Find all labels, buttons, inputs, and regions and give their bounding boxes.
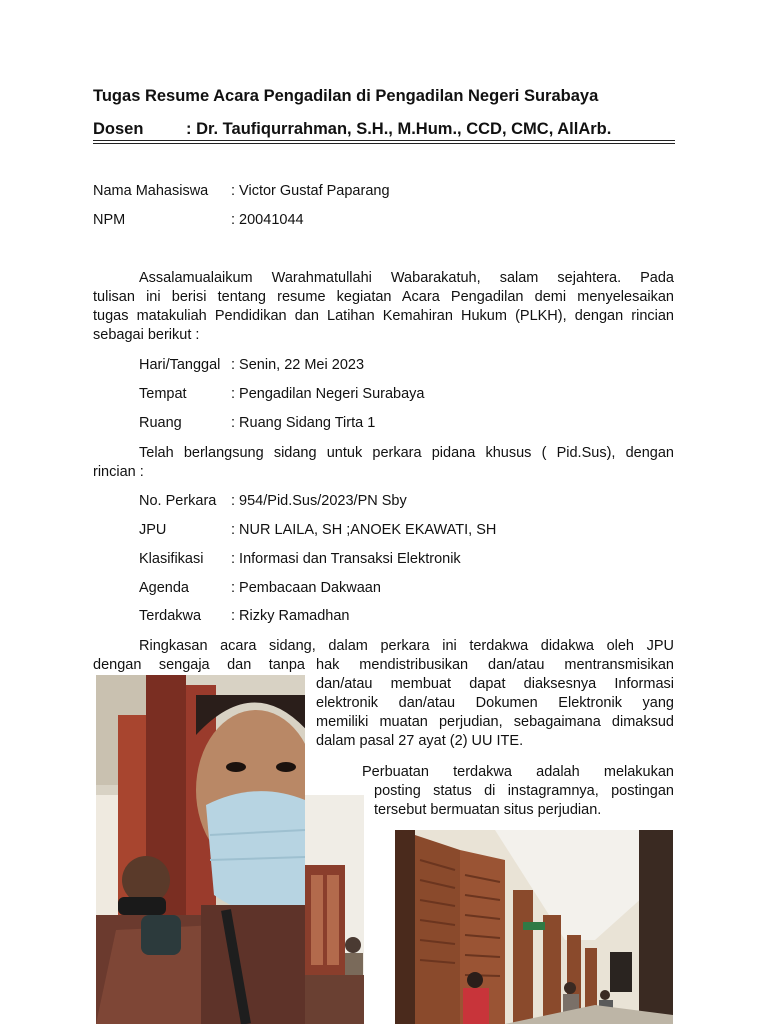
case-number-value: : 954/Pid.Sus/2023/PN Sby xyxy=(231,493,407,509)
header-rule-bottom xyxy=(93,143,675,144)
case-intro-line: rincian : xyxy=(93,464,144,480)
corridor-illustration xyxy=(395,830,673,1024)
defendant-value: : Rizky Ramadhan xyxy=(231,608,350,624)
summary-line: elektronik dan/atau Dokumen Elektronik yang xyxy=(316,695,674,711)
room-row xyxy=(139,415,639,435)
document-title: Tugas Resume Acara Pengadilan di Pengadilan Negeri Surabaya xyxy=(93,87,599,105)
summary-line: dan/atau membuat dapat diaksesnya Informasi xyxy=(316,676,674,692)
place-value: : Pengadilan Negeri Surabaya xyxy=(231,386,425,402)
lecturer-value: : Dr. Taufiqurrahman, S.H., M.Hum., CCD, CMC, AllArb. xyxy=(186,120,612,138)
case-intro-line: Telah berlangsung sidang untuk perkara pidana khusus ( Pid.Sus), dengan xyxy=(139,445,674,461)
place-row xyxy=(139,386,639,406)
header-rule-top xyxy=(93,140,675,141)
place-label: Tempat xyxy=(139,386,187,402)
summary-line: dalam pasal 27 ayat (2) UU ITE. xyxy=(316,733,524,749)
prosecutor-value: : NUR LAILA, SH ;ANOEK EKAWATI, SH xyxy=(231,522,497,538)
room-label: Ruang xyxy=(139,415,182,431)
agenda-value: : Pembacaan Dakwaan xyxy=(231,580,381,596)
student-npm-row xyxy=(93,212,593,232)
courthouse-corridor-photo xyxy=(395,830,673,1024)
intro-line: sebagai berikut : xyxy=(93,327,200,343)
intro-line: tugas matakuliah Pendidikan dan Latihan Kemahiran Hukum (PLKH), dengan rincian xyxy=(93,308,674,324)
selfie-photo xyxy=(96,675,305,1024)
selfie-photo-illustration xyxy=(96,675,305,1024)
student-name-value: : Victor Gustaf Paparang xyxy=(231,183,390,199)
student-name-label: Nama Mahasiswa xyxy=(93,183,209,199)
defendant-label: Terdakwa xyxy=(139,608,202,624)
student-name-row xyxy=(93,183,593,203)
date-label: Hari/Tanggal xyxy=(139,357,221,373)
defendant-row xyxy=(139,608,639,628)
act-line: posting status di instagramnya, postingan xyxy=(374,783,674,799)
lecturer-line xyxy=(93,120,611,139)
act-block xyxy=(374,782,674,820)
act-line: tersebut bermuatan situs perjudian. xyxy=(374,802,602,818)
summary-line: memiliki muatan perjudian, sebagaimana dimaksud xyxy=(316,714,674,730)
date-row xyxy=(139,357,639,377)
classification-value: : Informasi dan Transaksi Elektronik xyxy=(231,551,461,567)
summary-line: dengan sengaja dan tanpa xyxy=(93,657,305,673)
case-number-label: No. Perkara xyxy=(139,493,217,509)
agenda-label: Agenda xyxy=(139,580,189,596)
prosecutor-label: JPU xyxy=(139,522,167,538)
room-value: : Ruang Sidang Tirta 1 xyxy=(231,415,376,431)
act-line: Perbuatan terdakwa adalah melakukan xyxy=(362,764,674,780)
courtroom-strip-illustration xyxy=(305,795,364,1024)
case-intro-paragraph xyxy=(93,444,674,482)
summary-wrap-block xyxy=(316,656,674,751)
case-number-row xyxy=(139,493,639,513)
summary-line: Ringkasan acara sidang, dalam perkara ini terdakwa didakwa oleh JPU xyxy=(139,638,674,654)
agenda-row xyxy=(139,580,639,600)
classification-row xyxy=(139,551,639,571)
classification-label: Klasifikasi xyxy=(139,551,204,567)
student-npm-value: : 20041044 xyxy=(231,212,304,228)
intro-line: Assalamualaikum Warahmatullahi Wabarakatuh, salam sejahtera. Pada xyxy=(139,270,674,286)
date-value: : Senin, 22 Mei 2023 xyxy=(231,357,365,373)
student-npm-label: NPM xyxy=(93,212,126,228)
lecturer-label: Dosen xyxy=(93,120,144,138)
intro-paragraph xyxy=(93,269,674,345)
courtroom-photo-strip xyxy=(305,795,364,1024)
prosecutor-row xyxy=(139,522,639,542)
intro-line: tulisan ini berisi tentang resume kegiatan Acara Pengadilan demi menyelesaikan xyxy=(93,289,674,305)
summary-line: hak mendistribusikan dan/atau mentransmisikan xyxy=(316,657,674,673)
